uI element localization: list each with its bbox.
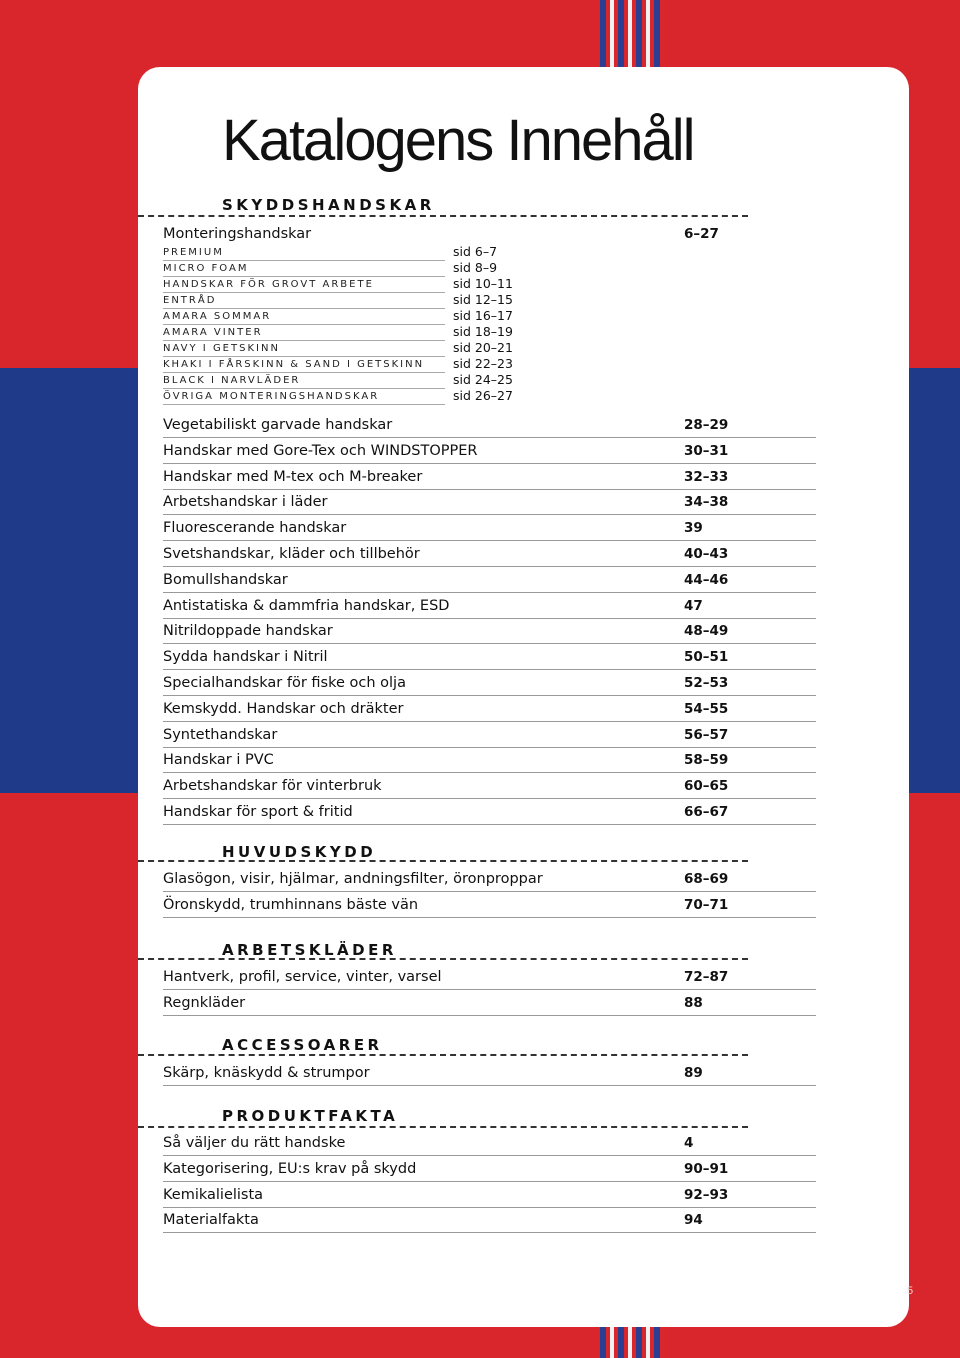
toc-row-label: Handskar med Gore-Tex och WINDSTOPPER (163, 442, 478, 459)
toc-subitem-pages: sid 18–19 (453, 324, 513, 339)
toc-subitem[interactable] (163, 388, 513, 405)
toc-row-pages: 48–49 (684, 623, 729, 640)
toc-row[interactable] (163, 1130, 816, 1156)
toc-subitem-label: PREMIUM (163, 247, 224, 258)
toc-row-label: Vegetabiliskt garvade handskar (163, 417, 393, 433)
toc-subitem-label: AMARA SOMMAR (163, 311, 272, 322)
toc-row-pages: 34–38 (684, 494, 729, 511)
toc-row[interactable] (163, 489, 816, 515)
toc-row-pages: 94 (684, 1212, 703, 1229)
toc-lead-row[interactable] (163, 221, 816, 246)
toc-row-pages: 90–91 (684, 1160, 729, 1177)
toc-row[interactable] (163, 866, 816, 892)
toc-row-pages: 44–46 (684, 571, 729, 588)
toc-row[interactable] (163, 515, 816, 541)
toc-row-label: Bomullshandskar (163, 571, 288, 588)
toc-row[interactable] (163, 1156, 816, 1182)
toc-row-label: Specialhandskar för fiske och olja (163, 675, 406, 691)
toc-row-pages: 54–55 (684, 700, 729, 717)
toc-subitem[interactable] (163, 276, 513, 293)
toc-row-label: Fluorescerande handskar (163, 520, 347, 537)
toc-row-pages: 4 (684, 1135, 694, 1151)
toc-row[interactable] (163, 722, 816, 748)
toc-row-pages: 28–29 (684, 417, 729, 433)
toc-row[interactable] (163, 412, 816, 438)
toc-subitem-label: KHAKI I FÅRSKINN & SAND I GETSKINN (163, 359, 425, 370)
toc-row-pages: 39 (684, 520, 703, 537)
toc-subitem-pages: sid 8–9 (453, 260, 498, 275)
toc-row-pages: 50–51 (684, 649, 729, 666)
toc-row-label: Handskar med M-tex och M-breaker (163, 468, 423, 485)
toc-row-pages: 56–57 (684, 726, 729, 743)
toc-row[interactable] (163, 1182, 816, 1208)
toc-subitem[interactable] (163, 260, 498, 277)
toc-row-label: Hantverk, profil, service, vinter, varsel (163, 969, 442, 985)
toc-subitem[interactable] (163, 292, 513, 309)
toc-row[interactable] (163, 1207, 816, 1233)
toc-row[interactable] (163, 670, 816, 696)
toc-subitem-pages: sid 10–11 (453, 276, 513, 291)
toc-subitem-pages: sid 12–15 (453, 292, 513, 307)
toc-row-label: Antistatiska & dammfria handskar, ESD (163, 597, 450, 614)
toc-row-label: Handskar i PVC (163, 752, 274, 769)
toc-row[interactable] (163, 799, 816, 825)
toc-row-pages: 68–69 (684, 871, 729, 887)
toc-row-pages: 52–53 (684, 675, 729, 691)
toc-row[interactable] (163, 567, 816, 593)
toc-row-pages: 32–33 (684, 468, 729, 485)
dashed-divider (138, 958, 748, 960)
toc-row[interactable] (163, 1060, 816, 1086)
toc-row-pages: 66–67 (684, 804, 729, 820)
dashed-divider (138, 1054, 748, 1056)
page-number: 5 (907, 1285, 914, 1297)
toc-subitem-pages: sid 26–27 (453, 388, 513, 403)
toc-subitem-pages: sid 20–21 (453, 340, 513, 355)
section-heading: ARBETSKLÄDER (222, 941, 397, 959)
toc-row-pages: 92–93 (684, 1186, 729, 1203)
toc-row-label: Materialfakta (163, 1212, 259, 1229)
toc-row[interactable] (163, 964, 816, 990)
toc-lead-pages: 6–27 (684, 226, 719, 242)
toc-subitem-label: AMARA VINTER (163, 327, 263, 338)
toc-subitem-label: BLACK I NARVLÄDER (163, 375, 301, 386)
toc-row-label: Arbetshandskar i läder (163, 494, 328, 511)
toc-row[interactable] (163, 990, 816, 1016)
section-heading: PRODUKTFAKTA (222, 1107, 399, 1125)
toc-row-pages: 60–65 (684, 778, 729, 795)
section-heading: HUVUDSKYDD (222, 843, 377, 861)
toc-row-pages: 72–87 (684, 969, 729, 985)
section-heading: ACCESSOARER (222, 1036, 383, 1054)
toc-row[interactable] (163, 696, 816, 722)
toc-row-label: Nitrildoppade handskar (163, 623, 333, 640)
toc-row-pages: 40–43 (684, 546, 729, 562)
dashed-divider (138, 860, 748, 862)
dashed-divider (138, 215, 748, 217)
toc-subitem[interactable] (163, 372, 513, 389)
toc-row-label: Svetshandskar, kläder och tillbehör (163, 546, 420, 562)
toc-subitem-pages: sid 16–17 (453, 308, 513, 323)
toc-subitem-label: ENTRÅD (163, 295, 217, 306)
toc-row[interactable] (163, 438, 816, 464)
toc-row[interactable] (163, 593, 816, 619)
toc-row-label: Sydda handskar i Nitril (163, 649, 328, 666)
toc-subitem-pages: sid 22–23 (453, 356, 513, 371)
toc-row-label: Regnkläder (163, 994, 246, 1011)
toc-row-pages: 70–71 (684, 896, 729, 913)
toc-row[interactable] (163, 541, 816, 567)
toc-subitem[interactable] (163, 308, 513, 325)
toc-subitem-label: HANDSKAR FÖR GROVT ARBETE (163, 279, 374, 290)
toc-subitem[interactable] (163, 356, 513, 373)
toc-subitem-label: MICRO FOAM (163, 263, 249, 274)
toc-subitem-label: ÖVRIGA MONTERINGSHANDSKAR (163, 391, 380, 402)
toc-row[interactable] (163, 618, 816, 644)
toc-row[interactable] (163, 892, 816, 918)
toc-subitem[interactable] (163, 324, 513, 341)
toc-row-label: Arbetshandskar för vinterbruk (163, 778, 382, 795)
dashed-divider (138, 1126, 748, 1128)
toc-row-pages: 88 (684, 994, 703, 1011)
toc-subitem[interactable] (163, 244, 498, 261)
toc-row-label: Skärp, knäskydd & strumpor (163, 1065, 370, 1081)
toc-subitem[interactable] (163, 340, 513, 357)
toc-row-pages: 47 (684, 597, 703, 614)
toc-row[interactable] (163, 644, 816, 670)
toc-row-label: Kemskydd. Handskar och dräkter (163, 700, 404, 717)
toc-row[interactable] (163, 464, 816, 490)
toc-row-pages: 58–59 (684, 752, 729, 769)
toc-subitem-label: NAVY I GETSKINN (163, 343, 280, 354)
toc-row[interactable] (163, 773, 816, 799)
toc-subitem-pages: sid 24–25 (453, 372, 513, 387)
toc-row-pages: 89 (684, 1065, 703, 1081)
toc-row-label: Syntethandskar (163, 726, 278, 743)
toc-row-label: Kemikalielista (163, 1186, 264, 1203)
toc-row-label: Glasögon, visir, hjälmar, andningsfilter, öronproppar (163, 871, 543, 887)
toc-lead-label: Monteringshandskar (163, 226, 312, 242)
toc-row-pages: 30–31 (684, 442, 729, 459)
page-title: Katalogens Innehåll (222, 108, 694, 173)
toc-subitem-pages: sid 6–7 (453, 244, 498, 259)
toc-row-label: Så väljer du rätt handske (163, 1135, 346, 1151)
toc-row[interactable] (163, 747, 816, 773)
section-heading: SKYDDSHANDSKAR (222, 196, 435, 214)
toc-row-label: Handskar för sport & fritid (163, 804, 353, 820)
toc-row-label: Öronskydd, trumhinnans bäste vän (163, 896, 419, 913)
toc-row-label: Kategorisering, EU:s krav på skydd (163, 1160, 417, 1177)
